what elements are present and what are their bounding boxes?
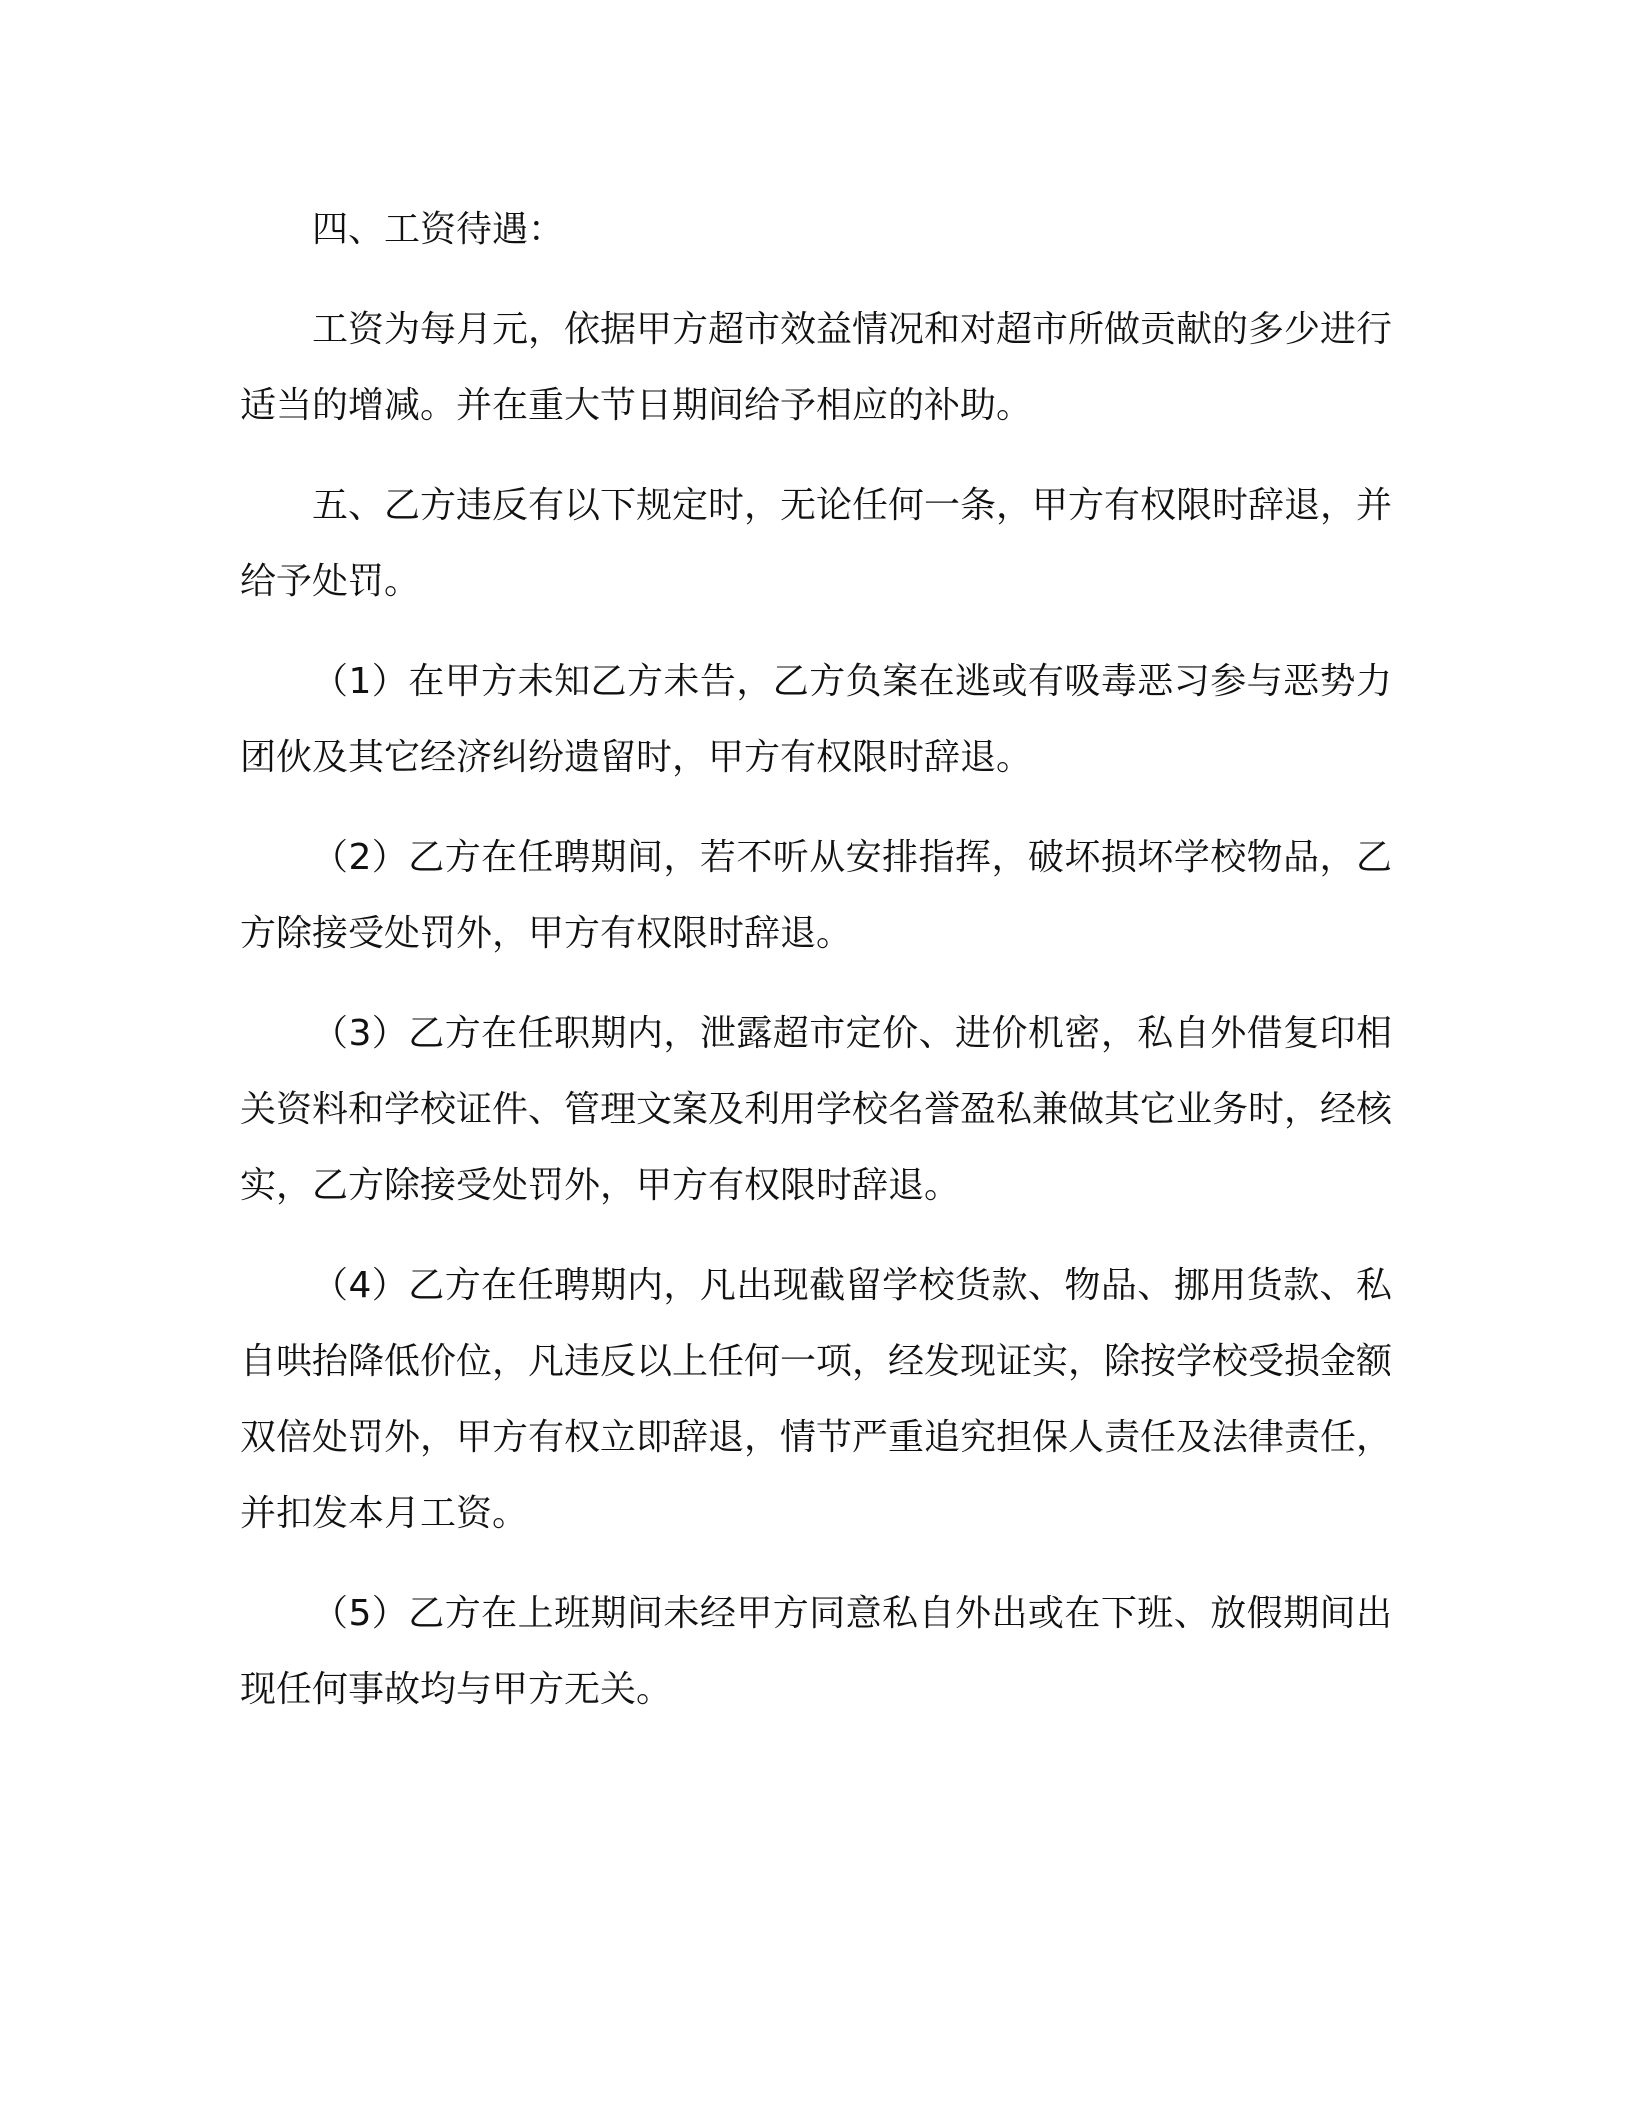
clause-2: （2）乙方在任聘期间，若不听从安排指挥，破坏损坏学校物品，乙方除接受处罚外，甲方有权限时辞退。: [240, 837, 1392, 954]
document-body: [240, 192, 1392, 1752]
section-heading-salary: 四、工资待遇：: [312, 209, 565, 250]
clause-1: （1）在甲方未知乙方未告，乙方负案在逃或有吸毒恶习参与恶势力团伙及其它经济纠纷遗留时，甲方有权限时辞退。: [240, 661, 1392, 778]
paragraph-salary: 工资为每月元，依据甲方超市效益情况和对超市所做贡献的多少进行适当的增减。并在重大节日期间给予相应的补助。: [240, 309, 1393, 426]
clause-4: （4）乙方在任聘期内，凡出现截留学校货款、物品、挪用货款、私自哄抬降低价位，凡违反以上任何一项，经发现证实，除按学校受损金额双倍处罚外，甲方有权立即辞退，情节严重追究担保人责任及法律责任，并扣发本月工资。: [240, 1265, 1393, 1534]
clause-5: （5）乙方在上班期间未经甲方同意私自外出或在下班、放假期间出现任何事故均与甲方无关。: [240, 1593, 1392, 1710]
section-heading-violations: 五、乙方违反有以下规定时，无论任何一条，甲方有权限时辞退，并给予处罚。: [240, 485, 1393, 602]
clause-3: （3）乙方在任职期内，泄露超市定价、进价机密，私自外借复印相关资料和学校证件、管理文案及利用学校名誉盈私兼做其它业务时，经核实，乙方除接受处罚外，甲方有权限时辞退。: [240, 1013, 1393, 1206]
